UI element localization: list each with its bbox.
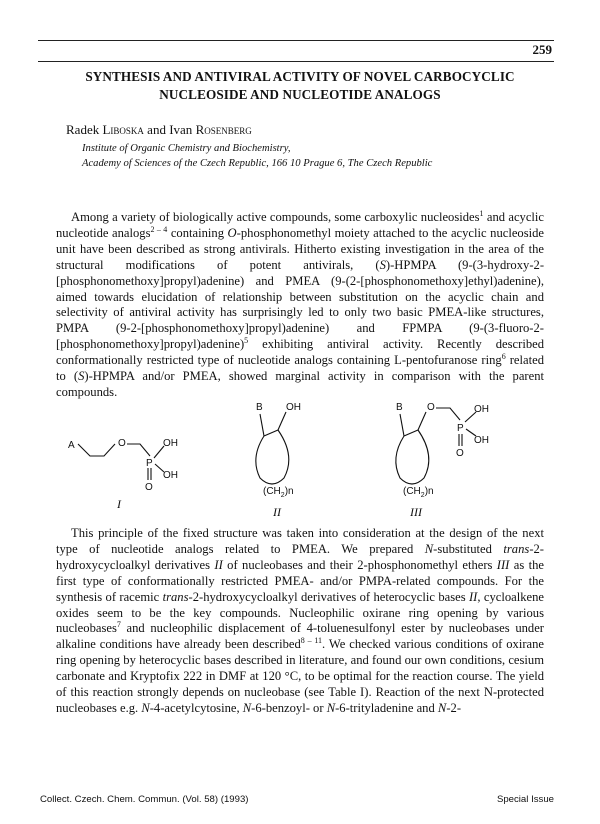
structure-III	[396, 402, 489, 519]
text-run: -4-acetylcytosine,	[149, 700, 243, 715]
text-run: -pentofuranose ring	[401, 353, 502, 368]
structure-label: II	[273, 505, 281, 519]
reference-marker: 8 – 11	[300, 636, 323, 646]
author-1-family: Liboska	[102, 122, 144, 137]
text-run: )-HPMPA and/or PMEA, showed marginal activity in comparison with the parent compounds.	[56, 369, 544, 399]
bond	[278, 412, 286, 430]
italic-run: N	[141, 700, 150, 715]
italic-run: S	[78, 369, 85, 384]
atom-OH: OH	[163, 470, 178, 481]
text-run: )-HPMPA (9-(3-hydroxy-2-[phosphonomethoxy]propyl)adenine) and PMEA (9-(2-[phosphonomethoxy]ethyl)adenine), aimed towards elucidation of relationship between substitution on the acyclic chain and selectivity of antiviral activity has surprisingly led to only two basic PMEA-like structures, PMPA (9-2-[phosphonomethoxy]propyl)adenine) and FPMPA (9-(3-fluoro-2-[phosphonomethoxy]propyl)adenine)	[56, 257, 545, 352]
text-run: related to (	[56, 353, 544, 384]
structure-II	[256, 402, 301, 519]
reference-marker: 2 – 4	[150, 224, 168, 234]
bond	[260, 414, 264, 436]
atom-O: O	[145, 482, 153, 493]
ring-label: $(CH_2)n$	[263, 486, 294, 499]
text-run: and acyclic nucleotide analogs	[56, 210, 545, 240]
italic-run: III	[496, 557, 510, 572]
bond-chain	[127, 444, 150, 456]
text-run: -2-hydroxycycloalkyl derivatives	[56, 541, 544, 572]
header-rule	[38, 61, 554, 62]
title-line-2: NUCLEOSIDE AND NUCLEOTIDE ANALOGS	[159, 87, 441, 102]
italic-run: II	[468, 589, 478, 604]
reference-marker: 1	[479, 208, 484, 218]
bond	[418, 412, 426, 430]
structure-label: III	[410, 505, 422, 519]
structure-label: I	[117, 497, 121, 511]
atom-P: P	[146, 458, 153, 469]
italic-run: O	[227, 225, 237, 240]
journal-citation: Collect. Czech. Chem. Commun. (Vol. 58) (1993)	[40, 794, 249, 805]
bond	[404, 430, 418, 436]
atom-O: O	[427, 402, 435, 413]
affiliation-line-1: Institute of Organic Chemistry and Biochemistry,	[82, 143, 291, 154]
text-run: , cycloalkene oxides seem to be the key compounds. Nucleophilic oxirane ring opening by various nucleobases	[56, 589, 545, 636]
ring-bond	[396, 430, 429, 484]
atom-O: O	[118, 438, 126, 449]
atom-OH: OH	[474, 404, 489, 415]
italic-run: N	[437, 700, 447, 715]
italic-run: N	[326, 700, 336, 715]
bond	[264, 430, 278, 436]
text-run: -phosphonomethyl moiety attached to the acyclic nucleoside unit have been described as strong antivirals. Hitherto existing investigation in the area of the structural modifications of potent antivirals, (	[56, 225, 544, 272]
title-line-1: SYNTHESIS AND ANTIVIRAL ACTIVITY OF NOVEL CARBOCYCLIC	[85, 69, 515, 84]
authors	[66, 122, 252, 138]
reference-marker: 5	[244, 336, 249, 346]
bond-chain	[78, 444, 115, 456]
text-run: . We checked various conditions of oxirane ring opening by heterocyclic bases described in literature, and found our own conditions, cesium carbonate and Kryptofix 222 in DMF at 120 °C, to be optimal for the reaction course. The yield of this reaction strongly depends on nucleobase (see Table I). Reaction of the next N-protected nucleobases e.g.	[56, 637, 545, 715]
italic-run: S	[379, 257, 386, 272]
page-number: 259	[532, 42, 552, 57]
text-run: exhibiting antiviral activity. Recently described conformationally restricted type of nucleotide analogs containing	[56, 337, 544, 368]
text-run: of nucleobases and their 2-phosphonomethyl ethers	[222, 557, 497, 572]
author-1-given: Radek	[66, 122, 100, 137]
text-run: containing	[167, 225, 228, 240]
small-caps-run: L	[394, 353, 402, 368]
ring-label: $(CH_2)n$	[403, 486, 434, 499]
atom-B: B	[256, 402, 263, 413]
bond-chain	[436, 408, 460, 420]
author-2-given: Ivan	[169, 122, 193, 137]
text-run: as the first type of conformationally restricted PMEA- and/or PMPA-related compounds. For the synthesis of racemic	[56, 557, 544, 604]
atom-B: B	[396, 402, 403, 413]
text-run: -substituted	[433, 541, 504, 556]
text-run: -2-	[446, 700, 462, 715]
affiliation-line-2: Academy of Sciences of the Czech Republic, 166 10 Prague 6, The Czech Republic	[82, 158, 433, 169]
text-run: and nucleophilic displacement of 4-toluenesulfonyl ester by nucleobases under alkaline conditions have already been described	[56, 621, 544, 652]
paragraph-2	[56, 526, 544, 717]
text-run: -2-hydroxycycloalkyl derivatives of heterocyclic bases	[188, 589, 469, 604]
italic-run: N	[242, 700, 252, 715]
top-rule	[38, 40, 554, 41]
text-run: Among a variety of biologically active compounds, some carboxylic nucleosides	[71, 210, 480, 224]
text-run: -6-benzoyl- or	[251, 700, 327, 715]
author-2-family: Rosenberg	[195, 122, 252, 137]
text-run: -6-trityladenine and	[335, 700, 438, 715]
author-conjunction: and	[147, 122, 166, 137]
atom-OH: OH	[474, 435, 489, 446]
reference-marker: 7	[116, 620, 121, 630]
atom-A: A	[68, 440, 75, 451]
chemical-structures	[60, 398, 540, 523]
italic-run: trans	[503, 541, 530, 556]
atom-P: P	[457, 423, 464, 434]
ring-bond	[256, 430, 289, 484]
atom-O: O	[456, 448, 464, 459]
text-run: This principle of the fixed structure was taken into consideration at the design of the next type of nucleotide analogs related to PMEA. We prepared	[56, 526, 544, 556]
issue-label: Special Issue	[496, 794, 554, 805]
italic-run: II	[214, 557, 223, 572]
paper-title	[40, 68, 560, 104]
italic-run: N	[424, 541, 434, 556]
affiliation	[82, 141, 432, 171]
bond	[400, 414, 404, 436]
atom-OH: OH	[286, 402, 301, 413]
atom-OH: OH	[163, 438, 178, 449]
footer	[40, 794, 554, 805]
paragraph-1	[56, 210, 544, 401]
italic-run: trans	[162, 589, 189, 604]
structure-I	[68, 438, 178, 511]
reference-marker: 6	[501, 351, 506, 361]
